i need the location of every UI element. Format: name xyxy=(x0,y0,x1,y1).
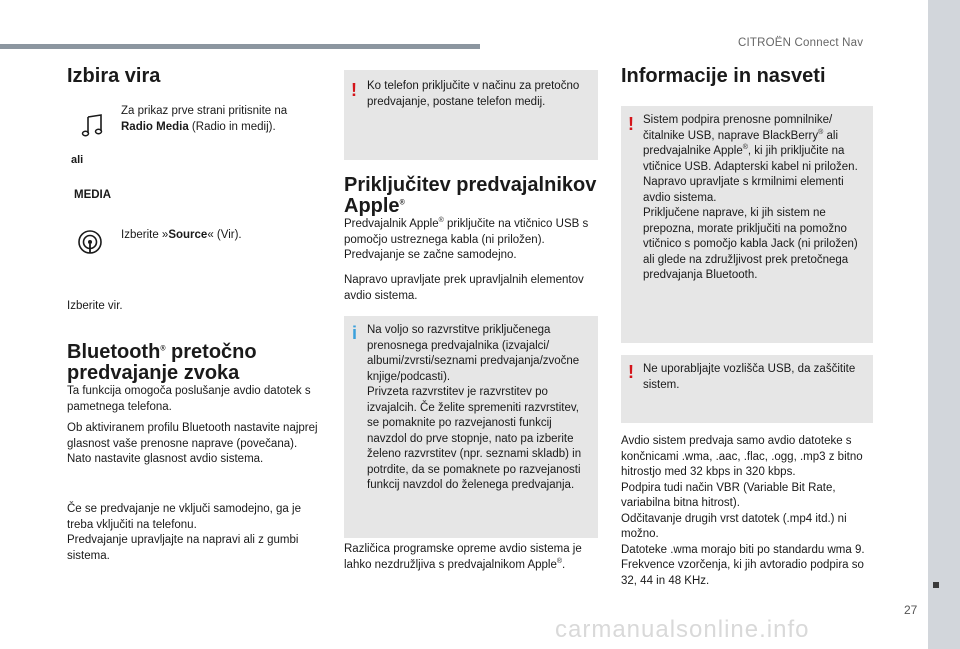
info-title: Informacije in nasveti xyxy=(621,65,826,87)
side-margin-bar xyxy=(928,0,960,649)
warning-icon: ! xyxy=(351,80,357,100)
step1-text: Za prikaz prve strani pritisnite na Radio Media (Radio in medij). xyxy=(121,105,288,133)
bluetooth-intro: Ta funkcija omogoča poslušanje avdio datotek s pametnega telefona. xyxy=(67,385,311,413)
apple-title: Priključitev predvajalnikov Apple® xyxy=(344,174,597,217)
bluetooth-title: Bluetooth® pretočno predvajanje zvoka xyxy=(67,341,257,384)
watermark: carmanualsonline.info xyxy=(555,616,810,643)
warning-icon: ! xyxy=(628,362,634,382)
apple-control-text: Napravo upravljate prek upravljalnih elementov avdio sistema. xyxy=(344,274,584,302)
source-title: Izbira vira xyxy=(67,65,161,87)
usb-warning-text: Sistem podpira prenosne pomnilnike/ čitalnike USB, naprave BlackBerry® ali predvajalnike Apple®, ki jih priključite na vtičnice USB. Adapterski kabel ni priložen. Napravo upravljate s krmilnimi elementi avdio sistema. Priključene naprave, ki jih sistem ne prepozna, morate priključiti na pomožno vtičnico s pomočjo kabla Jack (ni priložen) ali glede na združljivost prek pretočnega predvajanja Bluetooth. xyxy=(643,114,858,281)
bluetooth-volume-text: Ob aktiviranem profilu Bluetooth nastavite najprej glasnost vaše prenosne naprave (povečana). Nato nastavite glasnost avdio sistema. xyxy=(67,422,318,465)
apple-connect-text: Predvajalnik Apple® priključite na vtičnico USB s pomočjo ustreznega kabla (ni priložen). Predvajanje se začne samodejno. xyxy=(344,217,589,261)
or-label: ali xyxy=(71,154,84,166)
info-icon: i xyxy=(352,323,358,343)
hub-warning-text: Ne uporabljajte vozlišča USB, da zaščitite sistem. xyxy=(643,363,856,391)
page-marker xyxy=(933,582,939,588)
page-number: 27 xyxy=(904,603,918,617)
warning-icon: ! xyxy=(628,114,634,134)
apple-compat-text: Različica programske opreme avdio sistema je lahko nezdružljiva s predvajalnikom Apple®. xyxy=(344,543,582,571)
select-source-text: Izberite vir. xyxy=(67,300,123,312)
bluetooth-playback-text: Če se predvajanje ne vključi samodejno, ga je treba vključiti na telefonu. Predvajanje upravljajte na napravi ali z gumbi sistema. xyxy=(67,503,301,562)
music-note-icon xyxy=(80,114,104,138)
brand-label: CITROËN Connect Nav xyxy=(738,37,864,49)
step2-text: Izberite »Source« (Vir). xyxy=(121,229,242,241)
media-button-label: MEDIA xyxy=(74,189,112,201)
info-box-text: Na voljo so razvrstitve priključenega prenosnega predvajalnika (izvajalci/ albumi/zvrsti/seznami predvajanja/zvočne knjige/podcasti). Privzeta razvrstitev je razvrstitev po izvajalcih. Če želite spremeniti razvrstitev, se pomaknite po razvejanosti funkcij navzdol do prve stopnje, nato pa izberite želeno razvrstitev (npr. seznami skladb) in potrdite, da se pomaknete po razvejanosti funkcij navzdol do želenega predvajanja. xyxy=(367,324,582,491)
audio-format-text: Avdio sistem predvaja samo avdio datoteke s končnicami .wma, .aac, .flac, .ogg, .mp3 z bitno hitrostjo med 32 kbps in 320 kbps. Podpira tudi način VBR (Variable Bit Rate, variabilna bitna hitrost). Odčitavanje drugih vrst datotek (.mp4 itd.) ni možno. Datoteke .wma morajo biti po standardu wma 9. Frekvence vzorčenja, ki jih avtoradio podpira so 32, 44 in 48 KHz. xyxy=(621,435,865,587)
source-icon xyxy=(77,229,103,255)
warning-box-text: Ko telefon priključite v načinu za pretočno predvajanje, postane telefon medij. xyxy=(367,80,580,108)
header-bar xyxy=(0,44,480,49)
